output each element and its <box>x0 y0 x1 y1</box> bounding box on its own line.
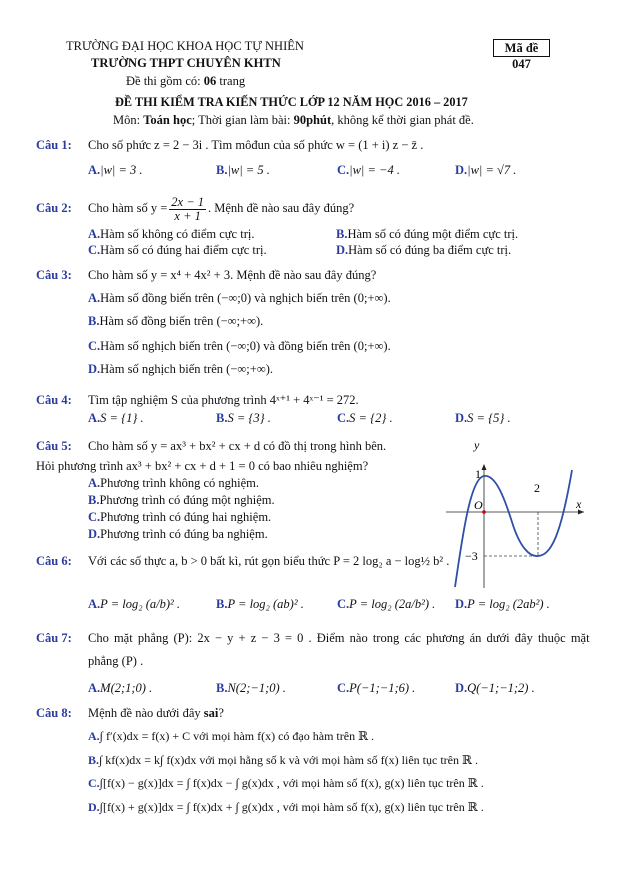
time-suffix: , không kể thời gian phát đề. <box>331 113 474 127</box>
question-text-a: Mệnh đề nào dưới đây <box>88 706 204 720</box>
option-key: B. <box>88 493 100 507</box>
subject-prefix: Môn: <box>113 113 144 127</box>
option-value: S = {3} . <box>227 411 271 425</box>
option-key: A. <box>88 291 101 305</box>
option-value: ∫[f(x) + g(x)]dx = ∫ f(x)dx + ∫ g(x)dx , với mọi hàm số f(x), g(x) liên tục trên ℝ . <box>99 800 484 814</box>
denominator: x + 1 <box>174 208 201 223</box>
option-value: Phương trình không có nghiệm. <box>100 476 260 490</box>
option-value: |w| = −4 . <box>349 163 400 177</box>
option <box>88 775 484 791</box>
question-text: Tìm tập nghiệm S của phương trình 4ˣ⁺¹ + 4ˣ⁻¹ = 272. <box>88 393 359 407</box>
origin-label: O <box>474 498 483 512</box>
question-label: Câu 8: <box>36 706 72 720</box>
question-text-emphasis: sai <box>203 706 219 720</box>
option-key: C. <box>88 339 101 353</box>
page-count-prefix: Đề thi gồm có: <box>126 74 204 88</box>
question-text <box>88 705 224 721</box>
option-value: P = log₂ (2ab²) . <box>467 597 550 611</box>
question-label: Câu 6: <box>36 554 72 568</box>
question-text: Cho mặt phẳng (P): 2x − y + z − 3 = 0 . Điểm nào trong các phương án dưới đây thuộc mặt <box>88 631 590 645</box>
option-key: A. <box>88 476 101 490</box>
option-key: D. <box>455 163 468 177</box>
question-text-2: Hỏi phương trình ax³ + bx² + cx + d + 1 = 0 có bao nhiêu nghiệm? <box>36 459 369 473</box>
tick-label-x2: 2 <box>534 481 540 495</box>
option-key: C. <box>337 681 350 695</box>
option-value: |w| = 5 . <box>227 163 270 177</box>
tick-label-y1: 1 <box>475 467 481 481</box>
option-key: B. <box>336 227 348 241</box>
numerator: 2x − 1 <box>171 194 205 209</box>
option-value: ∫ kf(x)dx = k∫ f(x)dx với mọi hằng số k và với mọi hàm số f(x) liên tục trên ℝ . <box>99 753 478 767</box>
y-axis-label: y <box>474 438 480 452</box>
option-value: Hàm số có đúng ba điểm cực trị. <box>348 243 512 257</box>
option <box>88 680 152 696</box>
option-value: S = {5} . <box>467 411 511 425</box>
option-key: B. <box>216 681 228 695</box>
option-key: B. <box>216 411 228 425</box>
tick-label-y-3: −3 <box>465 549 478 563</box>
option-value: Hàm số không có điểm cực trị. <box>100 227 255 241</box>
school-name: TRƯỜNG THPT CHUYÊN KHTN <box>91 56 281 70</box>
option-key: A. <box>88 411 101 425</box>
option-value: ∫ f′(x)dx = f(x) + C với mọi hàm f(x) có đạo hàm trên ℝ . <box>99 729 375 743</box>
question-label: Câu 1: <box>36 138 72 152</box>
exam-code-box: Mã đề 047 <box>493 39 550 57</box>
option <box>337 596 435 612</box>
option-value: P = log₂ (ab)² . <box>227 597 304 611</box>
option <box>337 680 415 696</box>
option <box>216 596 304 612</box>
option-value: P = log₂ (2a/b²) . <box>349 597 436 611</box>
option-key: A. <box>88 597 101 611</box>
university-name: TRƯỜNG ĐẠI HỌC KHOA HỌC TỰ NHIÊN <box>66 39 304 53</box>
option-value: Hàm số đồng biến trên (−∞;0) và nghịch biến trên (0;+∞). <box>100 291 391 305</box>
option-value: S = {1} . <box>100 411 144 425</box>
question-text: Cho số phức z = 2 − 3i . Tìm môđun của số phức w = (1 + i) z − z̄ . <box>88 138 424 152</box>
option-value: P(−1;−1;6) . <box>349 681 416 695</box>
option-key: D. <box>455 681 468 695</box>
question-label: Câu 7: <box>36 631 72 645</box>
option-key: D. <box>88 362 101 376</box>
option-key: D. <box>88 527 101 541</box>
option-key: B. <box>88 314 100 328</box>
option-value: M(2;1;0) . <box>100 681 153 695</box>
option-key: D. <box>336 243 349 257</box>
option-key: C. <box>88 510 101 524</box>
question-label: Câu 5: <box>36 439 72 453</box>
option <box>88 728 374 744</box>
option-value: N(2;−1;0) . <box>227 681 286 695</box>
cubic-curve <box>455 470 572 587</box>
origin-point <box>482 510 486 514</box>
option-value: Hàm số nghịch biến trên (−∞;+∞). <box>100 362 274 376</box>
option-key: C. <box>88 776 100 790</box>
option-key: D. <box>88 800 100 814</box>
option <box>455 596 550 612</box>
question-label: Câu 2: <box>36 201 72 215</box>
option-key: A. <box>88 729 100 743</box>
option-value: Hàm số nghịch biến trên (−∞;0) và đồng biến trên (0;+∞). <box>100 339 391 353</box>
question-label: Câu 3: <box>36 268 72 282</box>
option-value: |w| = 3 . <box>100 163 143 177</box>
option-value: |w| = √7 . <box>467 163 517 177</box>
option-key: C. <box>337 411 350 425</box>
option-key: D. <box>455 597 468 611</box>
question-text-2: phẳng (P) . <box>88 654 144 668</box>
question-text: Cho hàm số y = ax³ + bx² + cx + d có đồ thị trong hình bên. <box>88 439 387 453</box>
option <box>88 596 180 612</box>
option <box>88 799 484 815</box>
question-text-b: . Mệnh đề nào sau đây đúng? <box>208 201 355 215</box>
question-text: Cho hàm số y = x⁴ + 4x² + 3. Mệnh đề nào sau đây đúng? <box>88 268 377 282</box>
exam-title: ĐỀ THI KIỂM TRA KIẾN THỨC LỚP 12 NĂM HỌC 2016 – 2017 <box>115 95 468 109</box>
option-key: D. <box>455 411 468 425</box>
option-key: C. <box>337 597 350 611</box>
question-text-end: ? <box>218 706 224 720</box>
option-value: S = {2} . <box>349 411 393 425</box>
option-value: P = log₂ (a/b)² . <box>100 597 180 611</box>
option-value: Hàm số đồng biến trên (−∞;+∞). <box>99 314 264 328</box>
question-text: Với các số thực a, b > 0 bất kì, rút gọn biểu thức P = 2 log₂ a − log½ b² . <box>88 554 450 568</box>
question-text-a: Cho hàm số y = <box>88 201 168 215</box>
page-count-suffix: trang <box>216 74 246 88</box>
option-key: B. <box>216 597 228 611</box>
option-key: A. <box>88 163 101 177</box>
x-axis-label: x <box>576 497 582 511</box>
time-prefix: ; Thời gian làm bài: <box>191 113 294 127</box>
option-value: Q(−1;−1;2) . <box>467 681 535 695</box>
option-value: Hàm số có đúng hai điểm cực trị. <box>100 243 267 257</box>
option-value: Phương trình có đúng một nghiệm. <box>99 493 275 507</box>
option-key: C. <box>88 243 101 257</box>
subject: Toán học <box>143 113 192 127</box>
option <box>455 680 535 696</box>
option <box>216 680 286 696</box>
question-label: Câu 4: <box>36 393 72 407</box>
option-value: Phương trình có đúng ba nghiệm. <box>100 527 268 541</box>
time: 90phút <box>293 113 332 127</box>
option <box>88 752 478 768</box>
page-count-value: 06 <box>203 74 217 88</box>
option-key: A. <box>88 681 101 695</box>
y-axis-arrow-icon <box>482 464 487 470</box>
option-value: ∫[f(x) − g(x)]dx = ∫ f(x)dx − ∫ g(x)dx , với mọi hàm số f(x), g(x) liên tục trên ℝ . <box>99 776 484 790</box>
option-key: C. <box>337 163 350 177</box>
option-key: B. <box>216 163 228 177</box>
option-key: B. <box>88 753 100 767</box>
option-key: A. <box>88 227 101 241</box>
option-value: Phương trình có đúng hai nghiệm. <box>100 510 272 524</box>
option-value: Hàm số có đúng một điểm cực trị. <box>347 227 519 241</box>
